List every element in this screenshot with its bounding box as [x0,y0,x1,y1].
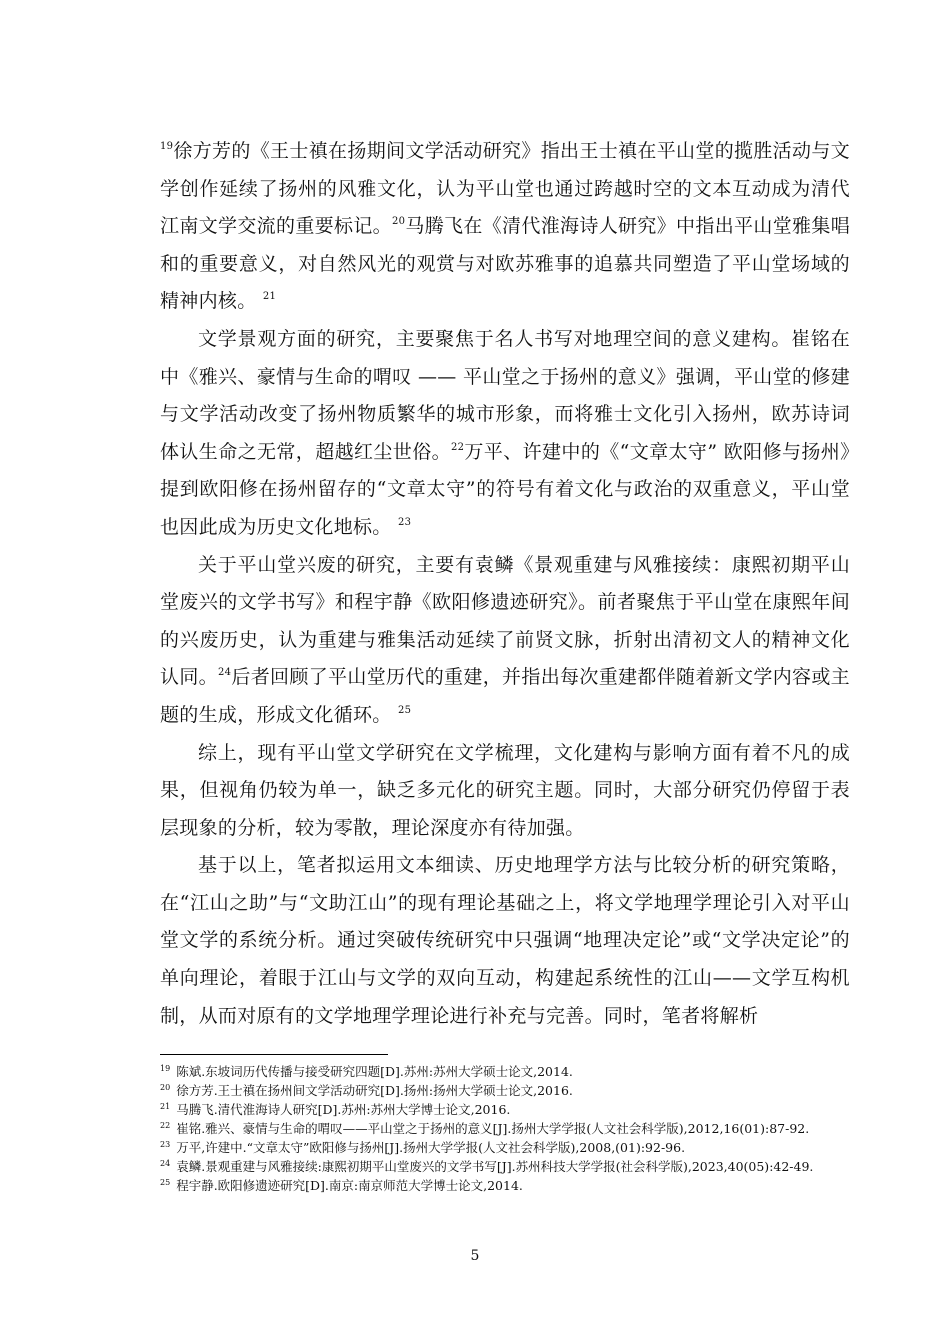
footnote-item: $^{22}$ 崔铭.雅兴、豪情与生命的喟叹——平山堂之于扬州的意义[J].扬州大学学报(人文社会科学版),2012,16(01):87-92. [160,1121,810,1136]
footnote-ref-24[interactable]: 24 [218,667,232,679]
footnote-item: $^{23}$ 万平,许建中.“文章太守”欧阳修与扬州[J].扬州大学学报(人文社会科学版),2008,(01):92-96. [160,1140,686,1155]
page-number: 5 [470,1248,480,1264]
paragraph-1: $^{19}$徐方芳的《王士禛在扬期间文学活动研究》指出王士禛在平山堂的揽胜活动与文学创作延续了扬州的风雅文化，认为平山堂也通过跨越时空的文本互动成为清代江南文学交流的重要标记。$^{20}$马腾飞在《清代淮海诗人研究》中指出平山堂雅集唱和的重要意义，对自然风光的观赏与对欧苏雅事的追慕共同塑造了平山堂场域的精神内核。 $^{21}$ [160,140,850,313]
body-text [160,133,850,1035]
footnote-ref-19[interactable]: 19 [160,141,174,152]
footnote-item: $^{25}$ 程宇静.欧阳修遗迹研究[D].南京:南京师范大学博士论文,2014. [160,1178,523,1193]
footnote-item: $^{24}$ 袁鳞.景观重建与风雅接续:康熙初期平山堂废兴的文学书写[J].苏州科技大学学报(社会科学版),2023,40(05):42-49. [160,1159,814,1174]
footnote-ref-21[interactable]: 21 [262,291,277,303]
footnote-ref-22[interactable]: 22 [451,441,465,453]
footnote-divider [160,1054,388,1055]
paragraph-4: 综上，现有平山堂文学研究在文学梳理，文化建构与影响方面有着不凡的成果，但视角仍较为单一，缺乏多元化的研究主题。同时，大部分研究仍停留于表层现象的分析，较为零散，理论深度亦有待加强。 [160,741,850,839]
footnote-ref-23[interactable]: 23 [397,516,412,528]
footnotes [160,1062,850,1195]
footnote-ref-20[interactable]: 20 [392,216,406,228]
footnote-ref-25[interactable]: 25 [397,704,412,716]
paragraph-3: 关于平山堂兴废的研究，主要有袁鳞《景观重建与风雅接续：康熙初期平山堂废兴的文学书写》和程宇静《欧阳修遗迹研究》。前者聚焦于平山堂在康熙年间的兴废历史，认为重建与雅集活动延续了前贤文脉，折射出清初文人的精神文化认同。$^{24}$后者回顾了平山堂历代的重建，并指出每次重建都伴随着新文学内容或主题的生成，形成文化循环。 $^{25}$ [160,553,850,726]
footnote-item: $^{19}$ 陈斌.东坡词历代传播与接受研究四题[D].苏州:苏州大学硕士论文,2014. [160,1064,573,1079]
paragraph-2: 文学景观方面的研究，主要聚焦于名人书写对地理空间的意义建构。崔铭在中《雅兴、豪情与生命的喟叹 —— 平山堂之于扬州的意义》强调，平山堂的修建与文学活动改变了扬州物质繁华的城市形象，而将雅士文化引入扬州，欧苏诗词体认生命之无常，超越红尘世俗。$^{22}$万平、许建中的《“文章太守” 欧阳修与扬州》提到欧阳修在扬州留存的“文章太守”的符号有着文化与政治的双重意义，平山堂也因此成为历史文化地标。 $^{23}$ [160,327,850,538]
footnote-item: $^{20}$ 徐方芳.王士禛在扬州间文学活动研究[D].扬州:扬州大学硕士论文,2016. [160,1083,573,1098]
paragraph-5: 基于以上，笔者拟运用文本细读、历史地理学方法与比较分析的研究策略，在“江山之助”与“文助江山”的现有理论基础之上，将文学地理学理论引入对平山堂文学的系统分析。通过突破传统研究中只强调“地理决定论”或“文学决定论”的单向理论，着眼于江山与文学的双向互动，构建起系统性的江山——文学互构机制，从而对原有的文学地理学理论进行补充与完善。同时，笔者将解析 [160,854,850,1027]
footnote-item: $^{21}$ 马腾飞.清代淮海诗人研究[D].苏州:苏州大学博士论文,2016. [160,1102,511,1117]
